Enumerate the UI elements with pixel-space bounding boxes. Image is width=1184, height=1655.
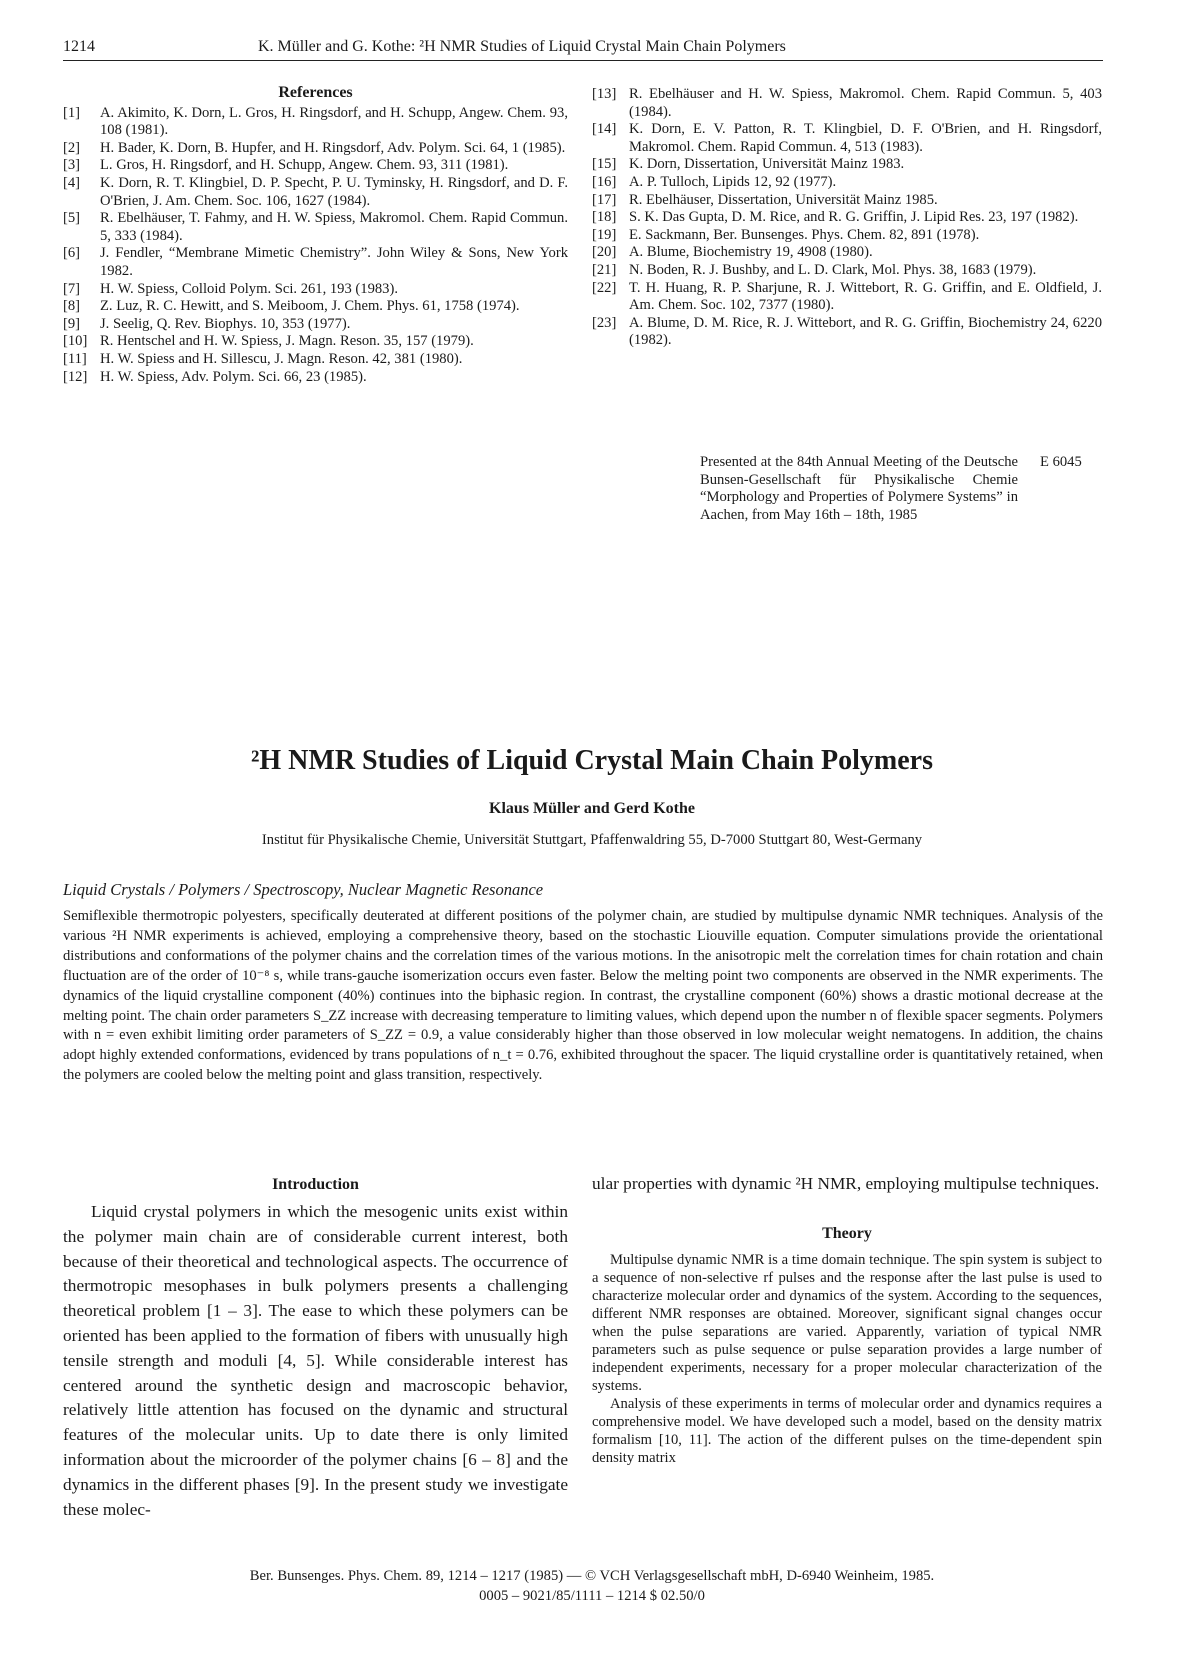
footer-citation: Ber. Bunsenges. Phys. Chem. 89, 1214 – 1217 (1985) — © VCH Verlagsgesellschaft mbH, D-6940 Weinheim, 1985. xyxy=(249,1568,935,1584)
article-title: ²H NMR Studies of Liquid Crystal Main Chain Polymers xyxy=(251,745,933,776)
reference-number: [15] xyxy=(592,156,617,173)
reference-item xyxy=(63,157,568,175)
reference-list-right xyxy=(592,86,1102,350)
reference-item xyxy=(63,351,568,369)
reference-number: [1] xyxy=(63,104,81,121)
reference-item xyxy=(63,298,568,316)
reference-number: [14] xyxy=(592,121,617,138)
reference-text: Z. Luz, R. C. Hewitt, and S. Meiboom, J. Chem. Phys. 61, 1758 (1974). xyxy=(100,298,520,315)
reference-text: R. Hentschel and H. W. Spiess, J. Magn. Reson. 35, 157 (1979). xyxy=(100,333,474,350)
page-number: 1214 xyxy=(63,38,95,55)
reference-number: [4] xyxy=(63,174,81,191)
reference-number: [16] xyxy=(592,173,617,190)
reference-number: [22] xyxy=(592,279,617,296)
reference-item xyxy=(592,209,1102,227)
reference-text: A. Blume, Biochemistry 19, 4908 (1980). xyxy=(629,244,873,261)
reference-item xyxy=(592,86,1102,121)
reference-number: [6] xyxy=(63,245,81,262)
reference-text: K. Dorn, E. V. Patton, R. T. Klingbiel, D. F. O'Brien, and H. Ringsdorf, Makromol. Chem. Rapid Commun. 4, 513 (1983). xyxy=(629,121,1102,155)
reference-number: [2] xyxy=(63,139,81,156)
author-affiliation: Institut für Physikalische Chemie, Universität Stuttgart, Pfaffenwaldring 55, D-7000 Stuttgart 80, West-Germany xyxy=(261,832,923,848)
reference-number: [20] xyxy=(592,244,617,261)
reference-item xyxy=(63,105,568,140)
manuscript-code: E 6045 xyxy=(1040,454,1082,470)
reference-text: K. Dorn, Dissertation, Universität Mainz 1983. xyxy=(629,156,905,173)
theory-heading: Theory xyxy=(822,1224,872,1242)
reference-item xyxy=(63,245,568,280)
reference-text: J. Fendler, “Membrane Mimetic Chemistry”. John Wiley & Sons, New York 1982. xyxy=(100,245,568,279)
reference-text: H. Bader, K. Dorn, B. Hupfer, and H. Ringsdorf, Adv. Polym. Sci. 64, 1 (1985). xyxy=(100,139,566,156)
reference-item xyxy=(63,210,568,245)
reference-text: A. Blume, D. M. Rice, R. J. Wittebort, and R. G. Griffin, Biochemistry 24, 6220 (1982). xyxy=(629,314,1102,349)
introduction-continuation: ular properties with dynamic ²H NMR, employing multipulse techniques. xyxy=(592,1174,1100,1193)
right-body-column xyxy=(592,1172,1102,1467)
reference-item xyxy=(592,156,1102,174)
reference-number: [7] xyxy=(63,280,81,297)
reference-text: A. P. Tulloch, Lipids 12, 92 (1977). xyxy=(629,173,837,190)
reference-number: [5] xyxy=(63,210,81,227)
reference-item xyxy=(63,281,568,299)
reference-item xyxy=(63,369,568,387)
reference-item xyxy=(63,175,568,210)
reference-text: K. Dorn, R. T. Klingbiel, D. P. Specht, P. U. Tyminsky, H. Ringsdorf, and D. F. O'Brien, J. Am. Chem. Soc. 106, 1627 (1984). xyxy=(100,174,568,209)
introduction-section xyxy=(63,1176,568,1522)
footer-code: 0005 – 9021/85/1111 – 1214 $ 02.50/0 xyxy=(479,1588,705,1604)
reference-number: [19] xyxy=(592,226,617,243)
running-title: K. Müller and G. Kothe: ²H NMR Studies of Liquid Crystal Main Chain Polymers xyxy=(258,38,786,55)
presentation-note xyxy=(700,454,1082,524)
reference-item xyxy=(63,316,568,334)
reference-number: [9] xyxy=(63,315,81,332)
reference-item xyxy=(592,262,1102,280)
introduction-heading: Introduction xyxy=(272,1176,359,1193)
reference-item xyxy=(592,244,1102,262)
reference-item xyxy=(592,192,1102,210)
reference-text: H. W. Spiess, Colloid Polym. Sci. 261, 193 (1983). xyxy=(100,280,398,297)
reference-item xyxy=(592,315,1102,350)
reference-text: H. W. Spiess and H. Sillescu, J. Magn. Reson. 42, 381 (1980). xyxy=(100,350,463,367)
reference-number: [10] xyxy=(63,333,88,350)
introduction-text: Liquid crystal polymers in which the mesogenic units exist within the polymer main chain are of considerable current interest, both because of their theoretical and technological aspects. The occurrence of thermotropic mesophases in bulk polymers presents a challenging theoretical problem [1 – 3]. The ease to which these polymers can be oriented has been applied to the formation of fibers with unusually high tensile strength and moduli [4, 5]. While considerable interest has centered around the synthetic design and macroscopic behavior, relatively little attention has focused on the dynamic and structural features of the molecular units. Up to date there is only limited information about the microorder of the polymer chains [6 – 8] and the dynamics in the different phases [9]. In the present study we investigate these molec- xyxy=(63,1202,568,1519)
reference-item xyxy=(63,140,568,158)
header-rule xyxy=(63,60,1103,61)
references-left-column xyxy=(63,84,568,386)
reference-list-left xyxy=(63,105,568,387)
reference-text: T. H. Huang, R. P. Sharjune, R. J. Wittebort, R. G. Griffin, and E. Oldfield, J. Am. Chem. Soc. 102, 7377 (1980). xyxy=(629,279,1102,314)
reference-text: A. Akimito, K. Dorn, L. Gros, H. Ringsdorf, and H. Schupp, Angew. Chem. 93, 108 (1981). xyxy=(100,104,568,139)
abstract: Semiflexible thermotropic polyesters, specifically deuterated at different positions of the polymer chain, are studied by multipulse dynamic NMR techniques. Analysis of the various ²H NMR experiments is achieved, employing a comprehensive theory, based on the stochastic Liouville equation. Computer simulations provide the orientational distributions and conformations of the polymer chains and the correlation times of the various motions. In the anisotropic melt the correlation times for chain rotation and chain fluctuation are of the order of 10⁻⁸ s, while trans-gauche isomerization occurs even faster. Below the melting point two components are observed in the NMR experiments. The dynamics of the liquid crystalline component (40%) continues into the biphasic region. In contrast, the crystalline component (60%) shows a drastic motional decrease at the melting point. The chain order parameters S_ZZ increase with decreasing temperature to limiting values, which depend upon the number n of flexible spacer segments. Polymers with n = even exhibit limiting order parameters of S_ZZ = 0.9, a value considerably higher than those observed in low molecular weight nematogens. In addition, the chains adopt highly extended conformations, evidenced by trans populations of n_t = 0.76, exhibited throughout the spacer. The liquid crystalline order is quantitatively retained, when the polymers are cooled below the melting point and glass transition, respectively. xyxy=(63,908,1103,1084)
reference-number: [18] xyxy=(592,209,617,226)
reference-text: R. Ebelhäuser, T. Fahmy, and H. W. Spiess, Makromol. Chem. Rapid Commun. 5, 333 (1984). xyxy=(100,210,568,244)
page-footer xyxy=(0,1566,1184,1606)
article-authors: Klaus Müller and Gerd Kothe xyxy=(489,800,695,817)
reference-text: E. Sackmann, Ber. Bunsenges. Phys. Chem. 82, 891 (1978). xyxy=(629,226,980,243)
reference-item xyxy=(592,174,1102,192)
reference-text: L. Gros, H. Ringsdorf, and H. Schupp, Angew. Chem. 93, 311 (1981). xyxy=(100,157,509,174)
reference-item xyxy=(63,333,568,351)
presentation-text: Presented at the 84th Annual Meeting of the Deutsche Bunsen-Gesellschaft für Physikalische Chemie “Morphology and Properties of Polymere Systems” in Aachen, from May 16th – 18th, 1985 xyxy=(700,454,1018,523)
reference-number: [13] xyxy=(592,86,617,102)
reference-number: [23] xyxy=(592,314,617,331)
keywords: Liquid Crystals / Polymers / Spectroscopy, Nuclear Magnetic Resonance xyxy=(63,880,544,899)
reference-item xyxy=(592,227,1102,245)
reference-text: R. Ebelhäuser, Dissertation, Universität Mainz 1985. xyxy=(629,191,938,208)
theory-paragraph-2: Analysis of these experiments in terms of molecular order and dynamics requires a comprehensive model. We have developed such a model, based on the density matrix formalism [10, 11]. The action of the different pulses on the time-dependent spin density matrix xyxy=(592,1395,1102,1466)
theory-paragraph-1: Multipulse dynamic NMR is a time domain technique. The spin system is subject to a sequence of non-selective rf pulses and the response after the last pulse is used to characterize molecular order and dynamics of the system. According to the sequences, different NMR responses are obtained. Moreover, significant signal changes occur when the pulse separations are varied. Apparently, variation of typical NMR parameters such as pulse sequence or pulse separation provides a large number of independent experiments, necessary for a proper molecular characterization of the systems. xyxy=(592,1251,1102,1394)
reference-text: N. Boden, R. J. Bushby, and L. D. Clark, Mol. Phys. 38, 1683 (1979). xyxy=(629,261,1037,278)
reference-number: [3] xyxy=(63,157,81,174)
reference-item xyxy=(592,121,1102,156)
reference-number: [17] xyxy=(592,191,617,208)
reference-item xyxy=(592,280,1102,315)
reference-number: [12] xyxy=(63,368,88,385)
reference-text: R. Ebelhäuser and H. W. Spiess, Makromol. Chem. Rapid Commun. 5, 403 (1984). xyxy=(629,86,1102,120)
reference-text: S. K. Das Gupta, D. M. Rice, and R. G. Griffin, J. Lipid Res. 23, 197 (1982). xyxy=(629,209,1079,226)
reference-text: J. Seelig, Q. Rev. Biophys. 10, 353 (1977). xyxy=(100,315,351,332)
references-heading: References xyxy=(278,84,353,101)
reference-number: [8] xyxy=(63,298,81,315)
references-right-column xyxy=(592,86,1102,350)
reference-number: [11] xyxy=(63,350,87,367)
reference-number: [21] xyxy=(592,261,617,278)
reference-text: H. W. Spiess, Adv. Polym. Sci. 66, 23 (1985). xyxy=(100,368,367,385)
